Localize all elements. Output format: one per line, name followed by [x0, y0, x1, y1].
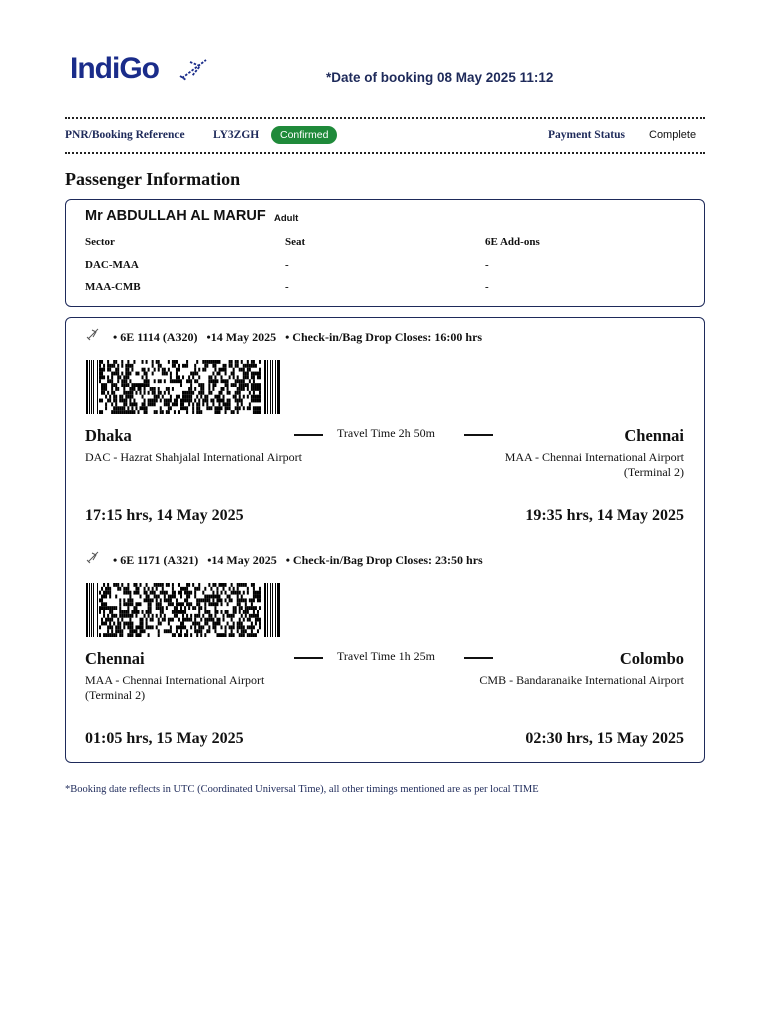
- table-header: Seat: [285, 236, 306, 248]
- destination-airport: CMB - Bandaranaike International Airport: [479, 673, 684, 687]
- plane-icon: [86, 327, 100, 341]
- table-cell: -: [485, 281, 489, 293]
- origin-terminal: (Terminal 2): [85, 688, 146, 702]
- section-title: Passenger Information: [65, 169, 241, 189]
- payment-status-label: Payment Status: [548, 129, 625, 141]
- travel-time: Travel Time 1h 25m: [337, 649, 435, 663]
- route-line: [294, 657, 323, 659]
- passenger-type: Adult: [274, 213, 299, 224]
- pnr-label: PNR/Booking Reference: [65, 129, 185, 141]
- origin-city: Dhaka: [85, 426, 132, 445]
- barcode: [86, 583, 286, 637]
- table-cell: DAC-MAA: [85, 259, 139, 271]
- origin-airport-name: MAA - Chennai International Airport: [85, 673, 265, 687]
- destination-airport-name: MAA - Chennai International Airport: [504, 450, 684, 464]
- booking-date-value: 08 May 2025 11:12: [437, 70, 554, 85]
- status-badge: Confirmed: [271, 126, 337, 144]
- flight-number: • 6E 1114 (A320): [113, 330, 198, 344]
- flight-info: [113, 553, 483, 568]
- plane-logo-icon: [178, 56, 210, 82]
- travel-time: Travel Time 2h 50m: [337, 426, 435, 440]
- departure-time: 01:05 hrs, 15 May 2025: [85, 730, 244, 747]
- flight-date: •14 May 2025: [206, 330, 277, 344]
- table-header: Sector: [85, 236, 115, 248]
- passenger-name: Mr ABDULLAH AL MARUF: [85, 208, 266, 224]
- departure-time: 17:15 hrs, 14 May 2025: [85, 507, 244, 524]
- destination-airport: [505, 450, 684, 480]
- flight-number: • 6E 1171 (A321): [113, 553, 199, 567]
- footnote: *Booking date reflects in UTC (Coordinated Universal Time), all other timings mentioned are as per local TIME: [65, 784, 539, 795]
- checkin-close: • Check-in/Bag Drop Closes: 16:00 hrs: [285, 330, 483, 344]
- pnr-value: LY3ZGH: [213, 129, 260, 141]
- flight-info: [113, 330, 482, 345]
- origin-city: Chennai: [85, 649, 145, 668]
- table-cell: -: [485, 259, 489, 271]
- route-line: [464, 657, 493, 659]
- route-line: [294, 434, 323, 436]
- booking-date-label: *Date of booking: [326, 70, 434, 85]
- payment-status-value: Complete: [649, 129, 697, 141]
- table-cell: MAA-CMB: [85, 281, 141, 293]
- table-cell: -: [285, 259, 289, 271]
- checkin-close: • Check-in/Bag Drop Closes: 23:50 hrs: [285, 553, 483, 567]
- arrival-time: 02:30 hrs, 15 May 2025: [525, 730, 684, 747]
- barcode: [86, 360, 286, 414]
- origin-airport: [85, 673, 264, 703]
- destination-terminal: (Terminal 2): [623, 465, 684, 479]
- plane-icon: [86, 550, 100, 564]
- brand-logo: IndiGo: [70, 52, 159, 85]
- flight-date: •14 May 2025: [207, 553, 277, 567]
- destination-city: Colombo: [619, 649, 684, 668]
- route-line: [464, 434, 493, 436]
- destination-city: Chennai: [624, 426, 684, 445]
- table-header: 6E Add-ons: [485, 236, 540, 248]
- divider: [65, 117, 705, 119]
- booking-date: [326, 70, 553, 85]
- divider: [65, 152, 705, 154]
- arrival-time: 19:35 hrs, 14 May 2025: [525, 507, 684, 524]
- origin-airport: DAC - Hazrat Shahjalal International Airport: [85, 450, 302, 464]
- table-cell: -: [285, 281, 289, 293]
